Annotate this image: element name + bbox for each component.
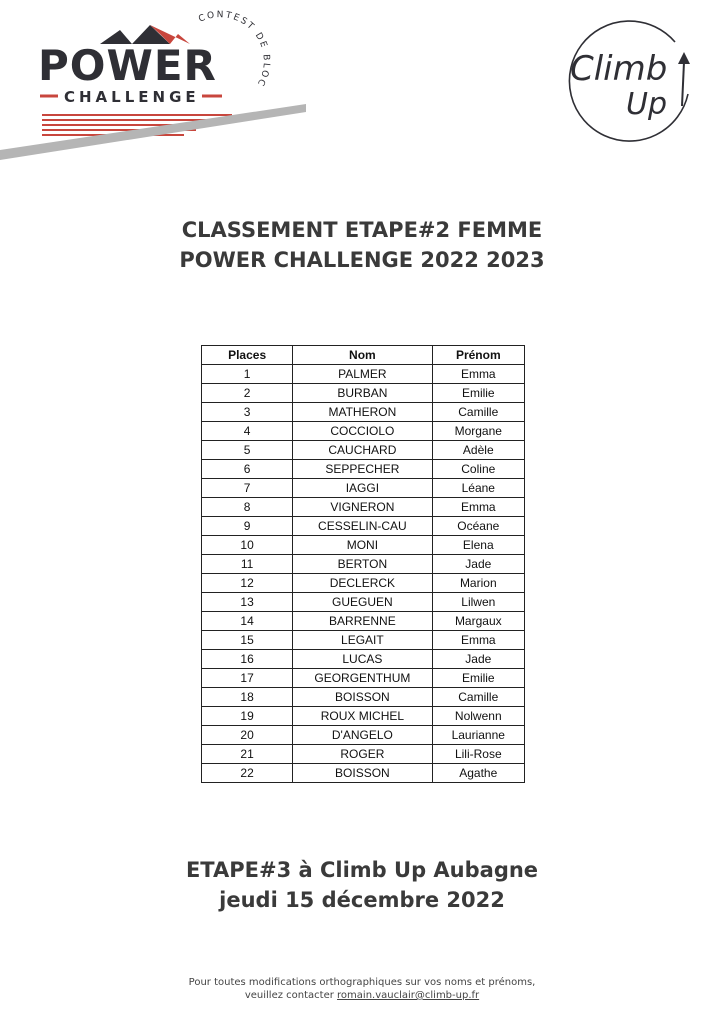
table-row [202,555,525,574]
table-row [202,593,525,612]
table-row [202,764,525,783]
cell-prenom: Lili-Rose [432,745,524,764]
cell-nom: CESSELIN-CAU [293,517,432,536]
table-row [202,460,525,479]
cell-place: 8 [202,498,293,517]
cell-prenom: Marion [432,574,524,593]
climb-up-logo [560,14,700,144]
cell-prenom: Coline [432,460,524,479]
table-row [202,650,525,669]
cell-nom: MONI [293,536,432,555]
next-stage-line2: jeudi 15 décembre 2022 [219,888,505,912]
cell-prenom: Elena [432,536,524,555]
power-challenge-logo [0,0,310,165]
table-header-row [202,346,525,365]
cell-nom: ROUX MICHEL [293,707,432,726]
cell-nom: D'ANGELO [293,726,432,745]
next-stage-line1: ETAPE#3 à Climb Up Aubagne [185,858,539,882]
cell-prenom: Emma [432,498,524,517]
table-row [202,384,525,403]
cell-place: 19 [202,707,293,726]
cell-place: 18 [202,688,293,707]
table-row [202,707,525,726]
cell-place: 13 [202,593,293,612]
climb-logo-line2: Up [626,87,668,122]
cell-place: 22 [202,764,293,783]
table-row [202,631,525,650]
power-logo-sub: CHALLENGE [64,88,200,106]
cell-nom: LEGAIT [293,631,432,650]
table-row [202,726,525,745]
cell-nom: SEPPECHER [293,460,432,479]
table-row [202,365,525,384]
cell-nom: BOISSON [293,764,432,783]
table-row [202,612,525,631]
cell-prenom: Océane [432,517,524,536]
table-row [202,422,525,441]
cell-place: 3 [202,403,293,422]
cell-prenom: Agathe [432,764,524,783]
power-logo-ring-path: CONTEST DE BLOC [197,10,271,89]
ranking-table [201,345,525,783]
cell-nom: GEORGENTHUM [293,669,432,688]
table-row [202,688,525,707]
cell-place: 7 [202,479,293,498]
cell-prenom: Jade [432,555,524,574]
footer-line1: Pour toutes modifications orthographiques sur vos noms et prénoms, [188,977,536,988]
cell-nom: GUEGUEN [293,593,432,612]
cell-nom: IAGGI [293,479,432,498]
cell-nom: LUCAS [293,650,432,669]
table-row [202,498,525,517]
cell-prenom: Emma [432,631,524,650]
cell-place: 15 [202,631,293,650]
cell-prenom: Lilwen [432,593,524,612]
cell-nom: BURBAN [293,384,432,403]
cell-prenom: Jade [432,650,524,669]
footer-note [0,976,724,1002]
cell-place: 6 [202,460,293,479]
cell-nom: BARRENNE [293,612,432,631]
cell-prenom: Adèle [432,441,524,460]
cell-place: 4 [202,422,293,441]
ranking-body [202,365,525,783]
cell-place: 10 [202,536,293,555]
cell-place: 17 [202,669,293,688]
header-nom: Nom [293,346,432,365]
contact-email-link[interactable]: romain.vauclair@climb-up.fr [337,990,480,1001]
table-row [202,441,525,460]
cell-prenom: Emilie [432,669,524,688]
cell-place: 5 [202,441,293,460]
cell-nom: MATHERON [293,403,432,422]
cell-place: 20 [202,726,293,745]
cell-nom: CAUCHARD [293,441,432,460]
table-row [202,745,525,764]
cell-prenom: Camille [432,688,524,707]
cell-place: 21 [202,745,293,764]
cell-nom: BOISSON [293,688,432,707]
footer-line2 [0,989,724,1002]
cell-place: 16 [202,650,293,669]
cell-nom: VIGNERON [293,498,432,517]
table-row [202,574,525,593]
cell-nom: PALMER [293,365,432,384]
cell-prenom: Nolwenn [432,707,524,726]
cell-nom: ROGER [293,745,432,764]
table-row [202,479,525,498]
cell-place: 12 [202,574,293,593]
cell-nom: BERTON [293,555,432,574]
cell-place: 2 [202,384,293,403]
cell-prenom: Margaux [432,612,524,631]
climb-logo-line1: Climb [570,49,668,89]
power-logo-word: POWER [38,41,217,90]
table-row [202,669,525,688]
cell-prenom: Laurianne [432,726,524,745]
table-row [202,536,525,555]
cell-place: 11 [202,555,293,574]
cell-prenom: Léane [432,479,524,498]
page-title-line1: CLASSEMENT ETAPE#2 FEMME [181,218,543,242]
table-row [202,403,525,422]
header-prenom: Prénom [432,346,524,365]
cell-prenom: Morgane [432,422,524,441]
cell-nom: DECLERCK [293,574,432,593]
cell-place: 1 [202,365,293,384]
cell-prenom: Camille [432,403,524,422]
cell-nom: COCCIOLO [293,422,432,441]
cell-prenom: Emilie [432,384,524,403]
footer-line2-prefix: veuillez contacter [244,990,338,1001]
cell-place: 14 [202,612,293,631]
page-title-line2: POWER CHALLENGE 2022 2023 [179,248,545,272]
cell-prenom: Emma [432,365,524,384]
cell-place: 9 [202,517,293,536]
arrow-up-icon [678,52,690,64]
header-places: Places [202,346,293,365]
table-row [202,517,525,536]
